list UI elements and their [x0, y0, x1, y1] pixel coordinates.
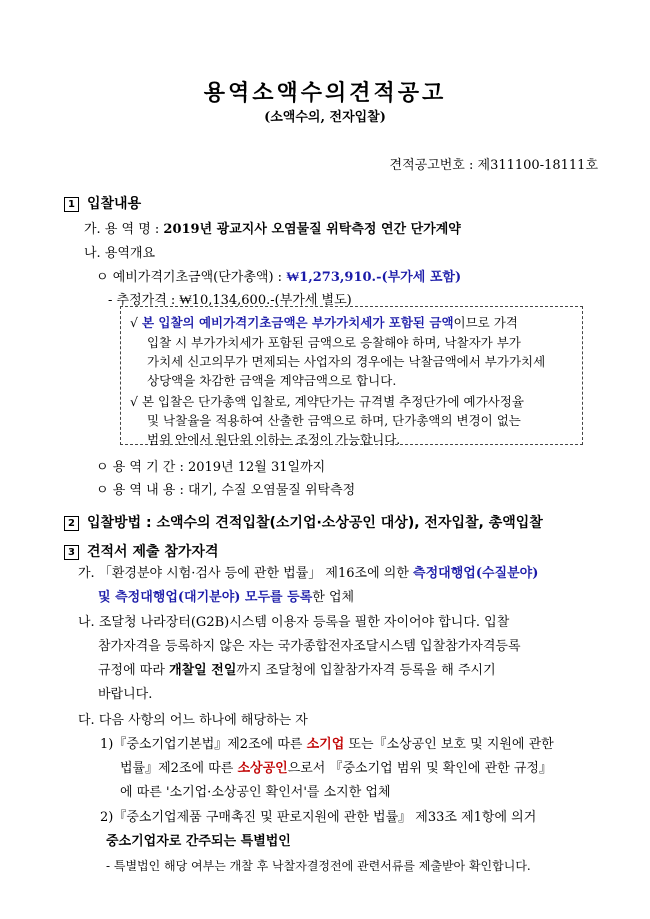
box-line-4: 상당액을 차감한 금액을 계약금액으로 합니다. — [147, 373, 397, 388]
price-value: ₩1,273,910.-(부가세 포함) — [286, 270, 462, 285]
ga-line-1-highlight: 측정대행업(수질분야) — [413, 566, 539, 581]
service-name-value: 2019년 광교지사 오염물질 위탁측정 연간 단가계약 — [163, 222, 461, 237]
service-overview-label: 나. 용역개요 — [84, 246, 156, 261]
price-label: ㅇ 예비가격기초금액(단가총액) : — [96, 270, 283, 285]
section-3-number: 3 — [64, 545, 79, 560]
ga-line-2-rest: 한 업체 — [312, 590, 355, 605]
section-1-number: 1 — [64, 197, 79, 212]
d2-line-1: 2)『중소기업제품 구매촉진 및 판로지원에 관한 법률』 제33조 제1항에 의거 — [100, 810, 537, 825]
na-line-3-bold: 개찰일 전일 — [169, 663, 237, 678]
na-line-3c: 까지 조달청에 입찰참가자격 등록을 해 주시기 — [236, 663, 496, 678]
na-line-2: 참가자격을 등록하지 않은 자는 국가종합전자조달시스템 입찰참가자격등록 — [98, 639, 521, 654]
service-period: ㅇ 용 역 기 간 : 2019년 12월 31일까지 — [96, 460, 326, 475]
na-line-4: 바랍니다. — [98, 687, 153, 702]
box-line-2: 입찰 시 부가가치세가 포함된 금액으로 응찰해야 하며, 낙찰자가 부가 — [147, 335, 521, 350]
na-line-3a: 규정에 따라 — [98, 663, 170, 678]
section-2-title: 입찰방법 : 소액수의 견적입찰(소기업·소상공인 대상), 전자입찰, 총액입찰 — [87, 515, 543, 531]
d2-line-2: 중소기업자로 간주되는 특별법인 — [106, 834, 291, 849]
box-line-1-rest: 이므로 가격 — [453, 315, 518, 330]
section-1-heading — [64, 193, 141, 213]
ga-line-2-highlight: 및 측정대행업(대기분야) 모두를 등록 — [98, 590, 313, 605]
d1-small-business: 소기업 — [306, 737, 345, 752]
d2-line-3: - 특별법인 해당 여부는 개찰 후 낙찰자결정전에 관련서류를 제출받아 확인합니다. — [106, 859, 531, 873]
d1-line-1a: 1)『중소기업기본법』제2조에 따른 — [100, 737, 307, 752]
price-row — [96, 266, 461, 285]
d1-line-3: 에 따른 '소기업·소상공인 확인서'를 소지한 업체 — [120, 785, 391, 800]
box-line-3: 가치세 신고의무가 면제되는 사업자의 경우에는 낙찰금액에서 부가가치세 — [147, 354, 546, 369]
box-line-1-bold: 본 입찰의 예비가격기초금액은 부가가치세가 포함된 금액 — [141, 315, 454, 330]
section-3-heading — [64, 541, 218, 561]
section-3-title: 견적서 제출 참가자격 — [87, 544, 219, 560]
qualification-na — [78, 611, 521, 707]
na-line-1: 나. 조달청 나라장터(G2B)시스템 이용자 등록을 필한 자이어야 합니다. 입찰 — [78, 615, 510, 630]
qualification-ga — [78, 562, 538, 610]
d1-line-2a: 법률』제2조에 따른 — [120, 761, 238, 776]
page-title: 용역소액수의견적공고 — [203, 81, 447, 106]
section-2-number: 2 — [64, 516, 79, 531]
service-name-row — [84, 218, 461, 237]
section-2-heading — [64, 512, 543, 532]
d1-line-2c: 으로서 『중소기업 범위 및 확인에 관한 규정』 — [287, 761, 552, 776]
qualification-da: 다. 다음 사항의 어느 하나에 해당하는 자 — [78, 713, 308, 728]
notice-number: 견적공고번호 : 제311100-18111호 — [389, 158, 598, 173]
page-subtitle: (소액수의, 전자입찰) — [264, 110, 386, 125]
qualification-d1 — [100, 733, 554, 805]
service-content: ㅇ 용 역 내 용 : 대기, 수질 오염물질 위탁측정 — [96, 483, 356, 498]
check-icon: √ — [130, 315, 138, 330]
ga-line-1: 가. 「환경분야 시험·검사 등에 관한 법률」 제16조에 의한 — [78, 566, 414, 581]
box-line-7: 범위 안에서 원단위 이하는 조정이 가능합니다. — [147, 432, 401, 447]
d1-line-1c: 또는『소상공인 보호 및 지원에 관한 — [344, 737, 554, 752]
box-line-5: √ 본 입찰은 단가총액 입찰로, 계약단가는 규격별 추정단가에 예가사정율 — [130, 394, 524, 409]
estimated-price: - 추정가격 : ₩10,134,600.-(부가세 별도) — [108, 293, 352, 308]
d1-small-merchant: 소상공인 — [237, 761, 288, 776]
qualification-d2 — [100, 806, 536, 878]
box-line-1 — [130, 313, 518, 331]
section-1-title: 입찰내용 — [87, 196, 142, 212]
box-line-6: 및 낙찰율을 적용하여 산출한 금액으로 하며, 단가총액의 변경이 없는 — [147, 413, 521, 428]
service-name-label: 가. 용 역 명 : — [84, 222, 160, 237]
